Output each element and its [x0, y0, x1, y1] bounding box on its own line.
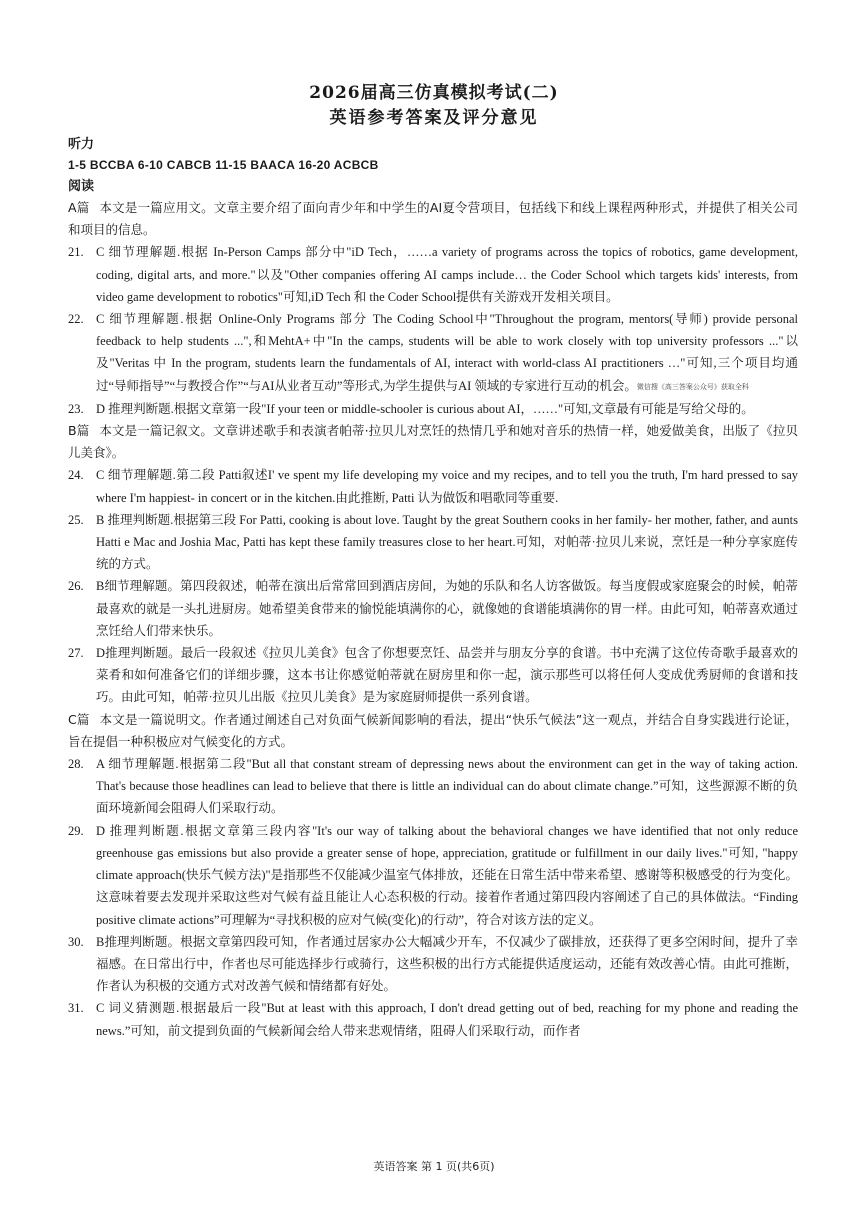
page-footer: 英语答案 第 1 页(共6页) [373, 1160, 495, 1173]
item-explanation: C 细节理解题.根据 Online-Only Programs 部分 The Coding School中"Throughout the program, mentors(导师) provide personal feedback to help students ...",和MehtA+中"In the camps, students will be able to work closely with top university professors ..."以及"Veritas 中 In the program, students learn the fundamentals of AI, interact with world-class AI practitioners …"可知,三个项目均通过“导师指导”“与教授合作”“与AI从业者互动”等形式,为学生提供与AI 领域的专家进行互动的机会。 [96, 312, 798, 393]
passage-intro-text: 本文是一篇记叙文。文章讲述歌手和表演者帕蒂·拉贝儿对烹饪的热情几乎和她对音乐的热情一样，她爱做美食，出版了《拉贝儿美食》。 [68, 423, 798, 461]
item-explanation: C 细节理解题.根据 In-Person Camps 部分中"iD Tech，……a variety of programs across the topics of robotics, game development, coding, digital arts, and more."以及"Other companies offering AI camps include… the Coder School which targets kids' interests, from video game development to robotics"可知,iD Tech 和 the Coder School提供有关游戏开发相关项目。 [96, 245, 798, 304]
item-number: 24. [68, 468, 84, 483]
item-number: 23. [68, 401, 84, 416]
item-explanation: C 词义猜测题.根据最后一段"But at least with this approach, I don't dread getting out of bed, reaching for my phone and reading the news.”可知，前文提到负面的气候新闻会给人带来悲观情绪，阻碍人们采取行动，而作者 [96, 1001, 798, 1038]
passage-a-intro [68, 197, 798, 241]
item-explanation: C 细节理解题.第二段 Patti叙述I' ve spent my life developing my voice and my recipes, and to tell you the truth, I'm hard pressed to say where I'm happiest- in concert or in the kitchen.由此推断, Patti 认为做饭和唱歌同等重要. [96, 468, 798, 505]
passage-label: B篇 [68, 423, 90, 439]
item-explanation: B推理判断题。根据文章第四段可知，作者通过居家办公大幅减少开车，不仅减少了碳排放，还获得了更多空闲时间，提升了幸福感。在日常出行中，作者也尽可能选择步行或骑行，这些积极的出行方式能提供适度运动，还能有效改善心情。由此可推断，作者认为积极的交通方式对改善气候和情绪都有好处。 [96, 934, 798, 994]
answer-item [68, 931, 798, 998]
answer-item [68, 997, 798, 1041]
passage-b-intro [68, 420, 798, 464]
item-number: 25. [68, 512, 84, 527]
passage-intro-text: 本文是一篇应用文。文章主要介绍了面向青少年和中学生的AI夏令营项目，包括线下和线上课程两种形式，并提供了相关公司和项目的信息。 [68, 200, 798, 238]
answer-item [68, 509, 798, 576]
item-number: 21. [68, 245, 84, 260]
item-number: 30. [68, 934, 84, 949]
section-heading-reading: 阅读 [68, 179, 95, 194]
item-explanation: D推理判断题。最后一段叙述《拉贝儿美食》包含了你想要烹饪、品尝并与朋友分享的食谱。书中充满了这位传奇歌手最喜欢的菜肴和如何准备它们的详细步骤，这本书让你感觉帕蒂就在厨房里和你一起，演示那些可以将任何人变成优秀厨师的食谱和技巧。由此可知，帕蒂·拉贝儿出版《拉贝儿美食》是为家庭厨师提供一系列食谱。 [96, 646, 798, 705]
answer-item [68, 464, 798, 508]
item-number: 22. [68, 312, 84, 327]
answer-item [68, 241, 798, 308]
passage-label: A篇 [68, 200, 90, 215]
item-number: 26. [68, 579, 84, 594]
answer-item [68, 308, 798, 398]
section-heading-listening: 听力 [68, 137, 95, 152]
item-number: 29. [68, 823, 84, 838]
answer-item [68, 642, 798, 709]
answer-item [68, 820, 798, 931]
item-explanation: B 推理判断题.根据第三段 For Patti, cooking is about love. Taught by the great Southern cooks in her family- her mother, father, and aunts Hatti e Mac and Joshia Mac, Patti has kept these family treasures close to her heart.可知，对帕蒂·拉贝儿来说，烹饪是一种分享家庭传统的方式。 [96, 512, 798, 572]
passage-label: C篇 [68, 711, 90, 727]
item-explanation: B细节理解题。第四段叙述，帕蒂在演出后常常回到酒店房间，为她的乐队和名人访客做饭。每当度假或家庭聚会的时候，帕蒂最喜欢的就是一头扎进厨房。她希望美食带来的愉悦能填满你的心，就像她的食谱能填满你的胃一样。由此可知，帕蒂喜欢通过烹饪给人们带来快乐。 [96, 579, 798, 638]
item-explanation: A 细节理解题.根据第二段"But all that constant stream of depressing news about the environment can get in the way of taking action. That's because those headlines can lead to believe that there is little an individual can do about climate change.”可知，这些源源不断的负面环境新闻会阻碍人们采取行动。 [96, 757, 798, 816]
item-number: 28. [68, 757, 84, 772]
item-number: 31. [68, 1001, 84, 1016]
listening-answer-key: 1-5 BCCBA 6-10 CABCB 11-15 BAACA 16-20 ACBCB [68, 158, 379, 172]
watermark-note: 微信搜《高三答案公众号》获取全科 [636, 382, 749, 391]
passage-c-intro [68, 709, 798, 753]
passage-intro-text: 本文是一篇说明文。作者通过阐述自己对负面气候新闻影响的看法，提出“快乐气候法”这一观点，并结合自身实践进行论证，旨在提倡一种积极应对气候变化的方式。 [68, 711, 798, 749]
page-content [68, 134, 798, 1042]
item-explanation: D 推理判断题.根据文章第一段"If your teen or middle-schooler is curious about AI，……"可知,文章最有可能是写给父母的。 [96, 401, 754, 416]
answer-item [68, 575, 798, 642]
page-title: 2026届高三仿真模拟考试(二) [309, 83, 559, 103]
item-explanation: D 推理判断题.根据文章第三段内容"It's our way of talking about the behavioral changes we have identified that not only reduce greenhouse gas emissions but also provide a greater sense of hope, appreciation, gratitude or fulfillment in our daily lives."可知, "happy climate approach(快乐气候方法)"是指那些不仅能减少温室气体排放，还能在日常生活中带来希望、感谢等积极感受的行为变化。这意味着要去发现并采取这些对气候有益且能让人心态积极的行动。接着作者通过第四段内容阐述了自己的具体做法。“Finding positive climate actions”可理解为“寻找积极的应对气候(变化)的行动”，符合对该方法的定义。 [96, 823, 798, 927]
page-subtitle: 英语参考答案及评分意见 [329, 108, 539, 128]
item-number: 27. [68, 646, 84, 661]
answer-item [68, 753, 798, 820]
answer-item [68, 398, 798, 420]
